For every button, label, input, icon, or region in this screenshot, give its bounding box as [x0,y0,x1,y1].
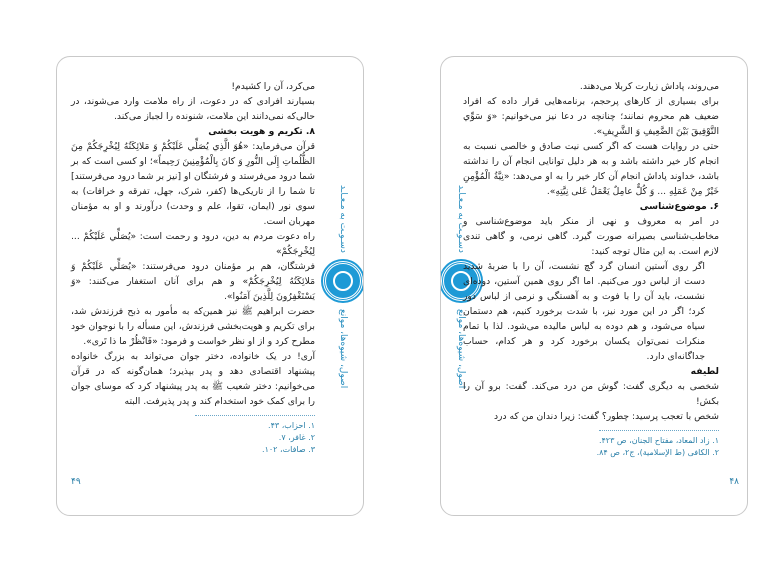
footnotes [463,435,719,459]
running-header [323,57,363,516]
paragraph: حضرت ابراهیم ﷺ نیز همین‌که به مأمور به ذبح فرزندش شد، برای تکریم و هویت‌بخشی فرزندش، این مسأله را با نوجوان خود مطرح کرد و از او نظر خواست و فرمود: «فَانْظُرْ ما ذا تَرى». [71,306,315,347]
right-page [440,56,748,516]
page-number: ۴۸ [729,477,739,487]
page-number: ۴۹ [71,477,81,487]
footnote: ۳. صافات، ۱۰۲. [262,445,315,454]
section-heading: ۶. موضوع‌شناسی [639,201,719,212]
running-subtitle: اصول، شیوه‌ها، موانع [456,309,466,389]
left-page [56,56,364,516]
footnote: ۱. احزاب، ۴۳. [268,421,315,430]
logo-seal-icon [323,261,363,301]
section-heading: ۸. تکریم و هویت بخشی [208,126,315,137]
paragraph: می‌کرد، آن را کشیدم! [231,81,315,92]
paragraph: حتی در روایات هست که اگر کسی نیت صادق و خالصی نسبت به انجام کار خیر داشته باشد و به هر دلیل توانایی انجام آن را نداشته باشد، خداوند پاداش انجام آن کار خیر را به او می‌دهد: «نِيَّةُ الْمُؤْمِنِ خَيْرٌ مِنْ عَمَلِهِ ... وَ كُلٌّ عامِلٌ يَعْمَلُ عَلى نِيَّتِهِ». [463,141,719,197]
paragraph: فرشتگان، هم بر مؤمنان درود می‌فرستند: «يُصَلِّي عَلَيْكُمْ وَ مَلائِكَتُهُ لِيُخْرِجَكُمْ» و هم برای آنان استغفار می‌کنند: «وَ يَسْتَغْفِرُونَ لِلَّذِينَ آمَنُوا». [71,261,315,302]
paragraph: در امر به معروف و نهی از منکر باید موضوع‌شناسی و مخاطب‌شناسی بصیرانه صورت گیرد. گاهی نرمی، و گاهی تندی لازم است. به این مثال توجه کنید: [463,216,719,257]
paragraph: راه دعوت مردم به دین، درود و رحمت است: «يُصَلِّي عَلَيْكُمْ ... لِيُخْرِجَكُمْ» [71,231,315,257]
paragraph: بسیارند افرادی که در دعوت، از راه ملامت وارد می‌شوند، در حالی‌که نمی‌دانند این ملامت، شنونده را لجباز می‌کند. [71,96,315,122]
footnote-divider [599,430,719,431]
paragraph: اگر روی آستین انسان گرد گچ نشست، آن را با ضربهٔ شدید دست از لباس دور می‌کنیم. اما اگر روی همین آستین، دوده‌ای نشست، باید آن را با فوت و به آهستگی و نرمی از لباس دور کرد؛ اگر در این مورد نیز، با شدت برخورد کنیم، هم دستمان سیاه می‌شود، و هم دوده به لباس مالیده می‌شود. لذا با تمام منکرات نمی‌توان یکسان برخورد کرد و هر کدام، حساب جداگانه‌ای دارد. [463,261,705,362]
section-heading: لطیفه [690,366,719,377]
footnote: ۱. زاد المعاد، مفتاح الجنان، ص ۴۲۳. [598,436,719,445]
paragraph: می‌روند، پاداش زیارت کربلا می‌دهند. [579,81,719,92]
footnotes [71,420,315,456]
right-page-content [463,79,719,459]
paragraph: شخص با تعجب پرسید: چطور؟ گفت: زیرا دندان من که درد [493,411,719,422]
footnote-divider [195,415,315,416]
running-title: دسـوـت به مـعـاـد [338,185,348,254]
running-title: دسـوـت به مـعـاـد [456,185,466,254]
running-subtitle: اصول، شیوه‌ها، موانع [338,309,348,389]
paragraph: آری! در یک خانواده، دختر جوان می‌تواند به بزرگ خانواده پیشنهاد اقتصادی دهد و پدر بپذیرد؛ همان‌گونه که در قرآن می‌خوانیم: دختر شعیب ﷺ به پدر پیشنهاد کرد که موسای جوان را برای کمک خود استخدام کند و پدر پذیرفت. البته [71,351,315,407]
left-page-content [71,79,315,456]
footnote: ۲. الکافی (ط الإسلامیة)، ج۲، ص ۸۴. [596,448,719,457]
paragraph: برای بسیاری از کارهای پرحجم، برنامه‌هایی قرار داده که افراد ضعیف هم محروم نمانند؛ چنانچه در دعا نیز می‌خوانیم: «وَ سَوِّي التَّوْفِيقَ بَيْنَ الضَّعِيفِ وَ الشَّرِيفِ». [463,96,719,137]
paragraph: شخصی به دیگری گفت: گوش من درد می‌کند. گفت: برو آن را بکش! [463,381,719,407]
footnote: ۲. غافر، ۷. [278,433,315,442]
paragraph: قرآن می‌فرماید: «هُوَ الَّذِي يُصَلِّي عَلَيْكُمْ وَ مَلائِكَتُهُ لِيُخْرِجَكُمْ مِنَ الظُّلُماتِ إِلَى النُّورِ وَ كانَ بِالْمُؤْمِنِينَ رَحِيماً»؛ او کسی است که بر شما درود می‌فرستد و فرشتگان او [نیز بر شما درود می‌فرستند] تا شما را از تاریکی‌ها (کفر، شرک، جهل، تفرقه و خرافات) به سوی نور (ایمان، تقوا، علم و وحدت) درآورند و او به مؤمنان مهربان است. [71,141,315,227]
